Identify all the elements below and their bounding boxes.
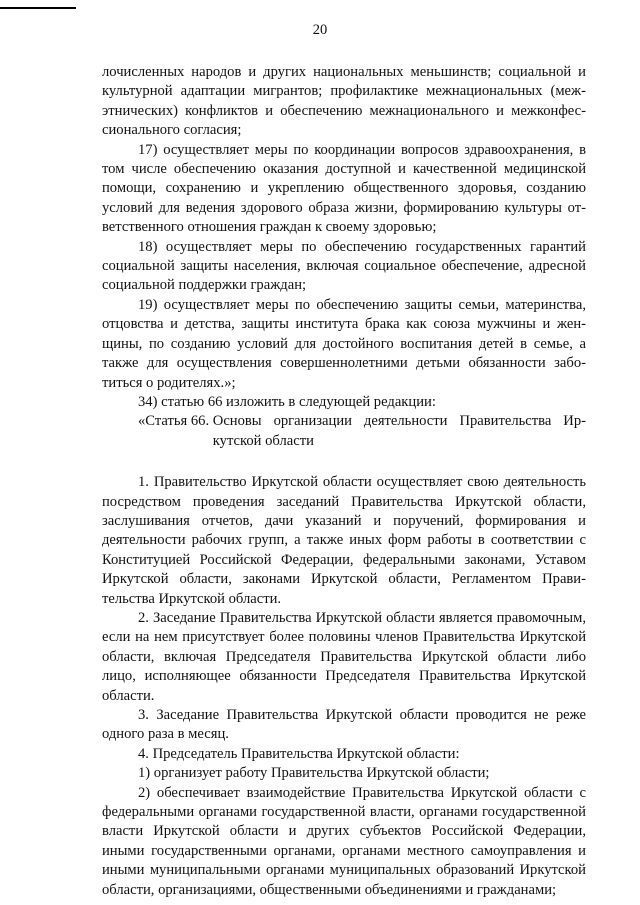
document-body	[102, 63, 586, 900]
paragraph-item-34: 34) статью 66 изложить в следующей редакции:	[138, 393, 436, 410]
section-gap	[102, 451, 586, 473]
article-heading-prefix: «Статья 66.	[138, 413, 213, 430]
paragraph-item-18: 18) осуществляет меры по обеспечению государственных гарантий социальной защиты населения, включая социальное обеспечение, адресной социальной поддержки граждан;	[102, 238, 586, 294]
paragraph-item-19: 19) осуществляет меры по обеспечению защиты семьи, материнства, отцовства и детства, защиты института брака как союза мужчины и женщины, по созданию условий для достойного воспитания детей в семье, а также для осуществления совершеннолетними детьми обязанности заботиться о родителях.»;	[102, 296, 586, 391]
paragraph-article-part-2: 2. Заседание Правительства Иркутской области является правомочным, если на нем присутствует более половины членов Правительства Иркутской области, включая Председателя Правительства Иркутской области либо лицо, исполняющее обязанности Председателя Правительства Иркутской области.	[102, 609, 586, 704]
page-number: 20	[312, 22, 328, 38]
article-heading	[138, 412, 586, 451]
paragraph-article-part-3: 3. Заседание Правительства Иркутской области проводится не реже одного раза в месяц.	[102, 707, 586, 743]
paragraph-article-part-1: 1. Правительство Иркутской области осуществляет свою деятельность посредством проведения заседаний Правительства Иркутской области, заслушивания отчетов, дачи указаний и поручений, формирования и деятельности рабочих групп, а также иных форм работы в соответствии с Конституцией Российской Федерации, федеральными законами, Уставом Иркутской области, законами Иркутской области, Регламентом Правительства Иркутской области.	[102, 474, 586, 607]
paragraph-item-17: 17) осуществляет меры по координации вопросов здравоохранения, в том числе обеспечению оказания доступной и качественной медицинской помощи, сохранению и укреплению общественного здоровья, созданию условий для ведения здорового образа жизни, формированию культуры ответственного отношения граждан к своему здоровью;	[102, 141, 586, 236]
top-rule	[0, 7, 76, 9]
paragraph-subitem-2: 2) обеспечивает взаимодействие Правительства Иркутской области с федеральными органами государственной власти, органами государственной власти Иркутской области и других субъектов Российской Федерации, иными государственными органами, органами местного самоуправления и иными муниципальными органами муниципальных образований Иркутской области, организациями, общественными объединениями и гражданами;	[102, 784, 586, 898]
paragraph-continuation: лочисленных народов и других национальных меньшинств; социальной и культурной адаптации мигрантов; профилактике межнациональных (межэтнических) конфликтов и обеспечению межнационального и межконфессионального согласия;	[102, 64, 586, 139]
paragraph-subitem-1: 1) организует работу Правительства Иркутской области;	[138, 765, 490, 782]
article-heading-title: Основы организации деятельности Правительства Иркутской области	[212, 413, 586, 449]
paragraph-article-part-4: 4. Председатель Правительства Иркутской области:	[138, 745, 460, 762]
